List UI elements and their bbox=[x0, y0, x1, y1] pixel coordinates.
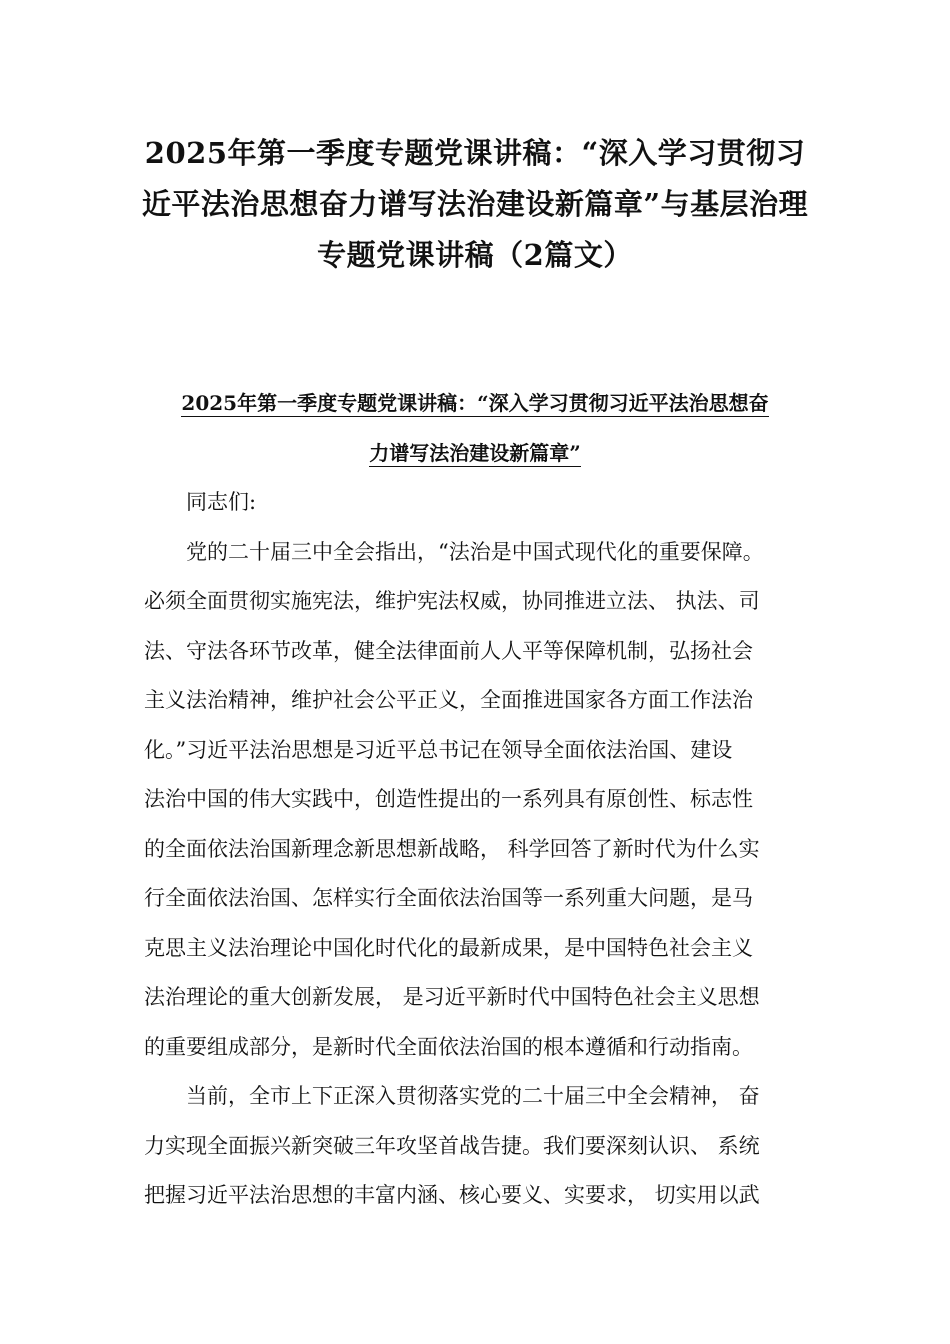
paragraph-1-line: 法、守法各环节改革，健全法律面前人人平等保障机制，弘扬社会 bbox=[144, 638, 753, 663]
paragraph-1-line: 法治中国的伟大实践中，创造性提出的一系列具有原创性、标志性 bbox=[144, 787, 753, 811]
paragraph-2-line: 当前，全市上下正深入贯彻落实党的二十届三中全会精神， 奋 bbox=[186, 1084, 760, 1108]
document-title-line: 近平法治思想奋力谱写法治建设新篇章”与基层治理 bbox=[141, 187, 809, 221]
document-title bbox=[120, 128, 830, 281]
document-title-line: 专题党课讲稿（2篇文） bbox=[317, 238, 633, 272]
section-title-line: 2025年第一季度专题党课讲稿：“深入学习贯彻习近平法治思想奋 bbox=[181, 391, 769, 415]
paragraph-1-line: 化。”习近平法治思想是习近平总书记在领导全面依法治国、建设 bbox=[144, 737, 733, 762]
greeting: 同志们: bbox=[186, 490, 257, 514]
document-body bbox=[144, 478, 812, 1221]
paragraph-1-line: 克思主义法治理论中国化时代化的最新成果，是中国特色社会主义 bbox=[144, 935, 753, 960]
paragraph-1-line: 必须全面贯彻实施宪法，维护宪法权威，协同推进立法、 执法、司 bbox=[144, 589, 760, 613]
paragraph-1-line: 的重要组成部分，是新时代全面依法治国的根本遵循和行动指南。 bbox=[144, 1034, 753, 1059]
section-title bbox=[140, 378, 810, 478]
paragraph-1-line: 主义法治精神，维护社会公平正义，全面推进国家各方面工作法治 bbox=[144, 688, 753, 712]
paragraph-1-line: 党的二十届三中全会指出，“法治是中国式现代化的重要保障。 bbox=[186, 539, 764, 564]
section-title-line: 力谱写法治建设新篇章” bbox=[369, 441, 581, 465]
paragraph-1-line: 的全面依法治国新理念新思想新战略， 科学回答了新时代为什么实 bbox=[144, 836, 760, 861]
paragraph-2-line: 把握习近平法治思想的丰富内涵、核心要义、实要求， 切实用以武 bbox=[144, 1183, 760, 1207]
document-title-line: 2025年第一季度专题党课讲稿：“深入学习贯彻习 bbox=[144, 136, 806, 170]
paragraph-1-line: 法治理论的重大创新发展， 是习近平新时代中国特色社会主义思想 bbox=[144, 985, 760, 1009]
paragraph-2-line: 力实现全面振兴新突破三年攻坚首战告捷。我们要深刻认识、 系统 bbox=[144, 1133, 760, 1158]
paragraph-1-line: 行全面依法治国、怎样实行全面依法治国等一系列重大问题，是马 bbox=[144, 886, 753, 910]
